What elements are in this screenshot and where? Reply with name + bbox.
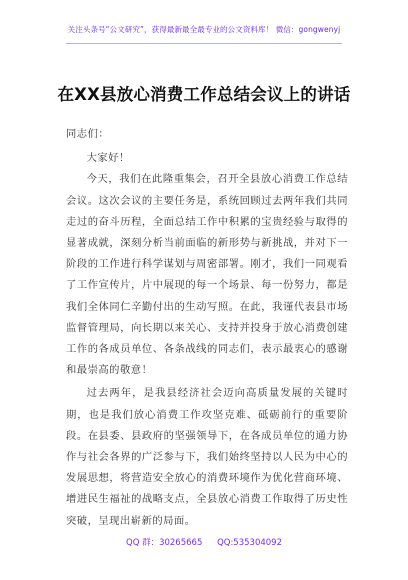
paragraph-1: 今天，我们在此隆重集会，召开全县放心消费工作总结会议。这次会议的主要任务是，系统回顾过去两年我们共同走过的奋斗历程，全面总结工作中积累的宝贵经验与取得的显著成就，深刻分析当前面临的新形势与新挑战，并对下一阶段的工作进行科学谋划与周密部署。刚才，我们一同观看了工作宣传片，片中展现的每一个场景、每一份努力，都是我们全体同仁辛勤付出的生动写照。在此，我谨代表县市场监督管理局，向长期以来关心、支持并投身于放心消费创建工作的各成员单位、各条战线的同志们，表示最衷心的感谢和最崇高的敬意！ bbox=[66, 173, 348, 377]
salutation: 同志们： bbox=[66, 128, 110, 140]
footer-qq-group: QQ 群：30265665 bbox=[126, 538, 203, 548]
footer-contact bbox=[0, 536, 408, 548]
footer-qq-number: QQ:535304092 bbox=[217, 538, 282, 548]
document-body bbox=[66, 124, 348, 532]
greeting: 大家好！ bbox=[86, 152, 130, 165]
paragraph-2: 过去两年，是我县经济社会迈向高质量发展的关键时期，也是我们放心消费工作攻坚克难、砥砺前行的重要阶段。在县委、县政府的坚强领导下，在各成员单位的通力协作与社会各界的广泛参与下，我们始终坚持以人民为中心的发展思想，将营造安全放心的消费环境作为优化营商环境、增进民生福祉的战略支点，全县放心消费工作取得了历史性突破，呈现出崭新的局面。 bbox=[66, 387, 348, 527]
document-title: 在XX县放心消费工作总结会议上的讲话 bbox=[57, 85, 351, 104]
header-divider bbox=[66, 43, 342, 44]
header-note: 关注头条号“公文研究”，获得最新最全最专业的公文资料库！ 微信：gongwenyj bbox=[67, 25, 341, 34]
